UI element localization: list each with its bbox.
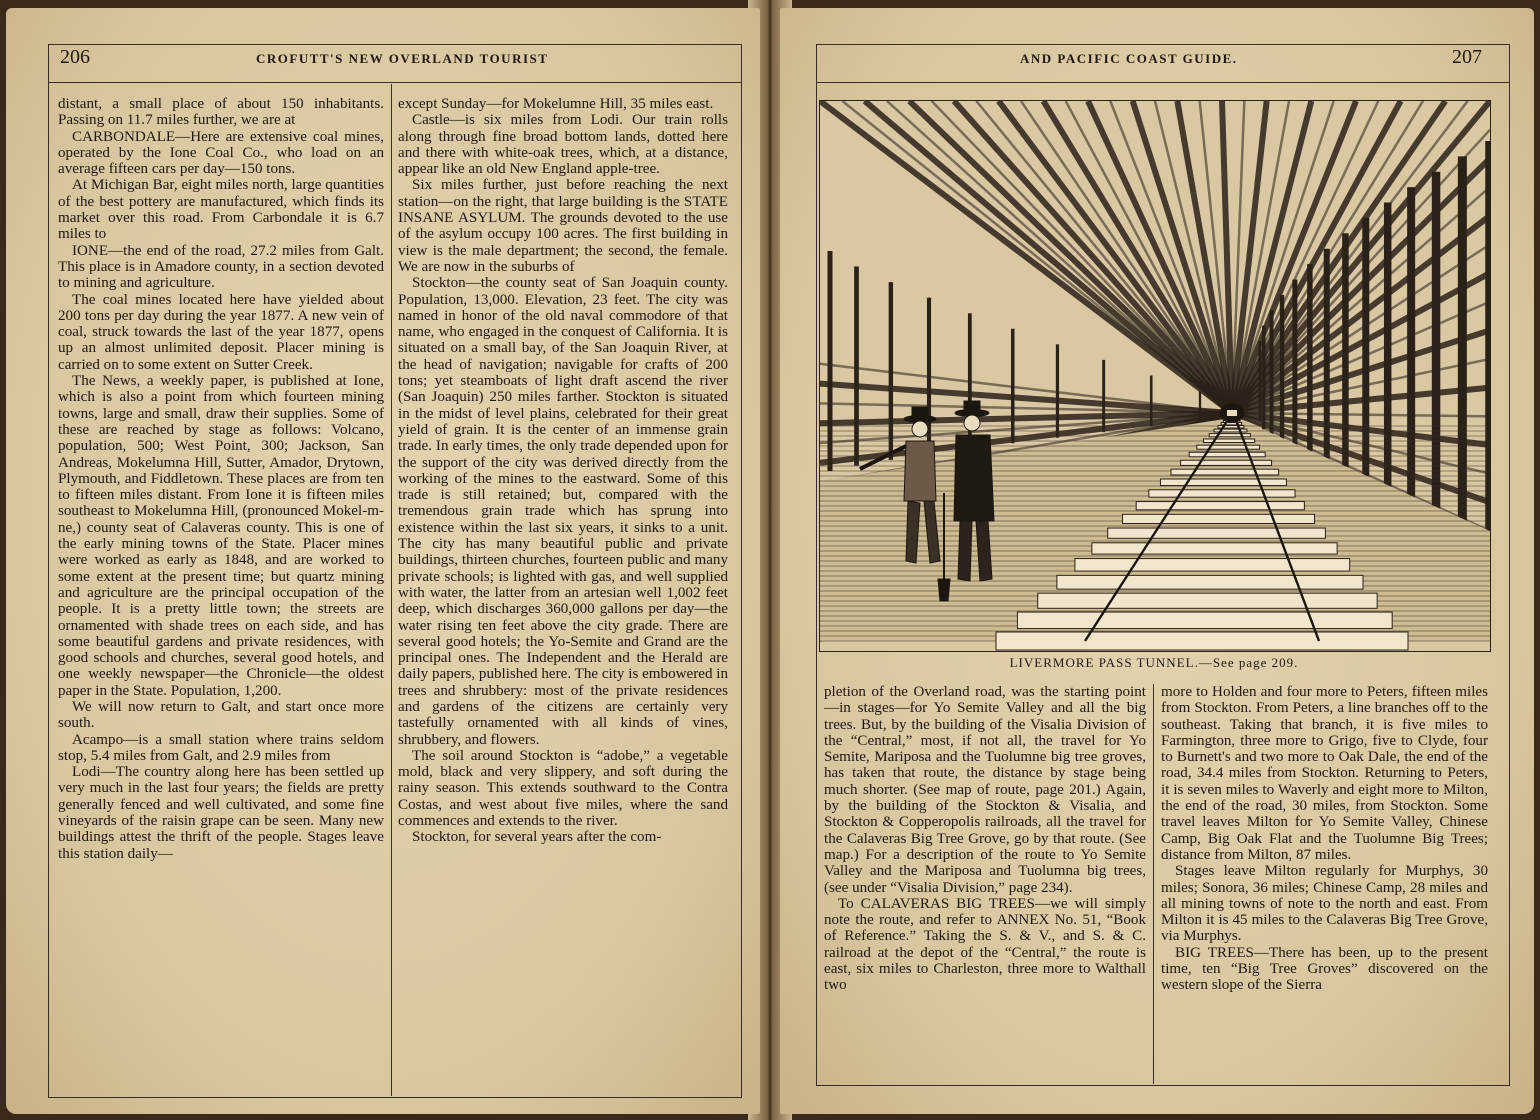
paragraph: To CALAVERAS BIG TREES—we will simply note the route, and refer to ANNEX No. 51, “Book of Reference.” Taking the S. & V., and S. & C. railroad at the depot of the “Central,” the route is east, six miles to Charleston, three more to Walthall two xyxy=(824,895,1146,994)
paragraph: Stages leave Milton regularly for Murphys, 30 miles; Sonora, 36 miles; Chinese Camp, 28 miles and all mining towns of note to the north and east. From Milton it is 45 miles to the Calaveras Big Tree Grove, via Murphys. xyxy=(1161,863,1488,945)
paragraph: The soil around Stockton is “adobe,” a vegetable mold, black and very slippery, and soft during the rainy season. This extends southward to the Contra Costas, and west about five miles, where the sand commences and extends to the river. xyxy=(398,747,728,830)
paragraph: Lodi—The country along here has been settled up very much in the last four years; the fields are pretty generally fenced and well cultivated, and some fine vineyards of the raisin grape can be seen. Many new buildings attest the thrift of the people. Stages leave this station daily— xyxy=(58,764,384,862)
paragraph: The coal mines located here have yielded about 200 tons per day during the year 1877. A new vein of coal, struck towards the last of the year 1877, opens up an almost unlimited deposit. Placer mining is carried on to some extent on Sutter Creek. xyxy=(58,291,384,373)
tunnel-engraving xyxy=(819,100,1491,652)
left-page-number: 206 xyxy=(60,46,90,68)
paragraph: IONE—the end of the road, 27.2 miles from Galt. This place is in Amadore county, in a section devoted to mining and agriculture. xyxy=(58,242,384,292)
paragraph: At Michigan Bar, eight miles north, large quantities of the best pottery are manufactured, which finds its market over this road. From Carbondale it is 6.7 miles to xyxy=(58,177,384,243)
paragraph: except Sunday—for Mokelumne Hill, 35 miles east. xyxy=(398,96,714,112)
paragraph: pletion of the Overland road, was the starting point—in stages—for Yo Semite Valley and all the big trees. But, by the building of the Visalia Division of the “Central,” most, if not all, the travel for Yo Semite, Mariposa and the Tuolumne big tree groves, has taken that route, the distance by stage being much shorter. (See map of route, page 201.) Again, by the building of the Stockton & Visalia, and Stockton & Copperopolis railroads, all the travel for the Calaveras Big Tree Grove, go by that route. (See map.) For a description of the route to Yo Semite Valley and the Mariposa and Tuolumna big trees, (see under “Visalia Division,” page 234). xyxy=(824,684,1146,896)
left-column-1 xyxy=(58,96,384,1086)
left-running-head: CROFUTT'S NEW OVERLAND TOURIST xyxy=(256,51,549,66)
paragraph: Castle—is six miles from Lodi. Our train rolls along through fine broad bottom lands, dotted here and there with white-oak trees, which, at a distance, appear like an old New England apple-tree. xyxy=(398,112,728,178)
right-column-2 xyxy=(1161,684,1488,1074)
paragraph: The News, a weekly paper, is published at Ione, which is also a point from which fourteen mining towns, large and small, draw their supplies. Some of these are reached by stage as follows: Volcano, population, 500; West Point, 300; Jackson, San Andreas, Mokelumna Hill, Sutter, Amador, Drytown, Plymouth, and Fiddletown. These places are from ten to fifteen miles distant. From Ione it is fifteen miles southeast to Mokelumna Hill, (pronounced Mokel-m-ne,) county seat of Calaveras county. This is one of the early mining towns of the State. Placer mines were worked as early as 1848, and are worked to some extent at the present time; but quartz mining and agriculture are the principal occupation of the people. It is a pretty little town; the streets are ornamented with shade trees on each side, and has some beautiful gardens and private residences, with good schools and churches, several good hotels, and one weekly newspaper—the Chronicle—the oldest paper in the State. Population, 1,200. xyxy=(58,373,384,699)
paragraph: We will now return to Galt, and start once more south. xyxy=(58,698,384,732)
paragraph: BIG TREES—There has been, up to the present time, ten “Big Tree Groves” discovered on the western slope of the Sierra xyxy=(1161,944,1488,994)
left-column-2 xyxy=(398,96,728,1086)
paragraph: Acampo—is a small station where trains seldom stop, 5.4 miles from Galt, and 2.9 miles from xyxy=(58,731,384,764)
paragraph: more to Holden and four more to Peters, fifteen miles from Stockton. From Peters, a line branches off to the southeast. Taking that branch, it is five miles to Farmington, three more to Grigo, five to Clyde, four to Burnett's and two more to Oak Dale, the end of the road, 34.4 miles from Stockton. Returning to Peters, it is seven miles to Waverly and eight more to Milton, the end of the road, 30 miles, from Stockton. Some travel leaves Milton for Yo Semite Valley, Chinese Camp, Big Oak Flat and the Tuolumne Big Trees; distance from Milton, 87 miles. xyxy=(1161,684,1488,863)
left-column-rule xyxy=(391,84,392,1096)
paragraph: Stockton—the county seat of San Joaquin county. Population, 13,000. Elevation, 23 feet. The city was named in honor of the old naval commodore of that name, who engaged in the conquest of California. It is situated on a small bay, of the San Joaquin River, at the head of navigation; navigable for crafts of 200 tons; yet steamboats of light draft ascend the river (San Joaquin) 250 miles farther. Stockton is situated in the midst of level plains, celebrated for their great yield of grain. It is the center of an immense grain trade. In early times, the only trade depended upon for the support of the city was derived directly from the working of the mines to the eastward. Some of this trade is still retained; but, compared with the tremendous grain trade which has sprung into existence within the last six years, it sinks to a unit. The city has many beautiful public and private buildings, thirteen churches, fourteen public and many private schools; is lighted with gas, and well supplied with water, the latter from an artesian well 1,002 feet deep, which discharges 360,000 gallons per day—the water rising ten feet above the city grade. There are several good hotels; the Yo-Semite and Grand are the principal ones. The Independent and the Herald are daily papers, published here. The city is embowered in trees and shrubbery: most of the private residences and gardens of the citizens are certainly very tastefully ornamented with all kinds of vines, shrubbery, and flowers. xyxy=(398,275,728,748)
left-page xyxy=(6,8,760,1114)
paragraph: CARBONDALE—Here are extensive coal mines, operated by the Ione Coal Co., who load on an average fifteen cars per day—150 tons. xyxy=(58,128,384,178)
right-column-1 xyxy=(824,684,1146,1074)
right-column-rule xyxy=(1153,684,1154,1084)
right-running-head: AND PACIFIC COAST GUIDE. xyxy=(1020,51,1238,66)
right-head-rule xyxy=(816,82,1510,83)
right-page-number: 207 xyxy=(1452,46,1482,68)
left-head-rule xyxy=(48,82,742,83)
paragraph: Six miles further, just before reaching the next station—on the right, that large building is the STATE INSANE ASYLUM. The grounds devoted to the use of the asylum occupy 100 acres. The first building in view is the male department; the second, the female. We are now in the suburbs of xyxy=(398,177,728,275)
illustration-caption: LIVERMORE PASS TUNNEL.—See page 209. xyxy=(1009,655,1299,670)
paragraph: Stockton, for several years after the com- xyxy=(412,829,662,846)
paragraph: distant, a small place of about 150 inhabitants. Passing on 11.7 miles further, we are at xyxy=(58,96,384,129)
